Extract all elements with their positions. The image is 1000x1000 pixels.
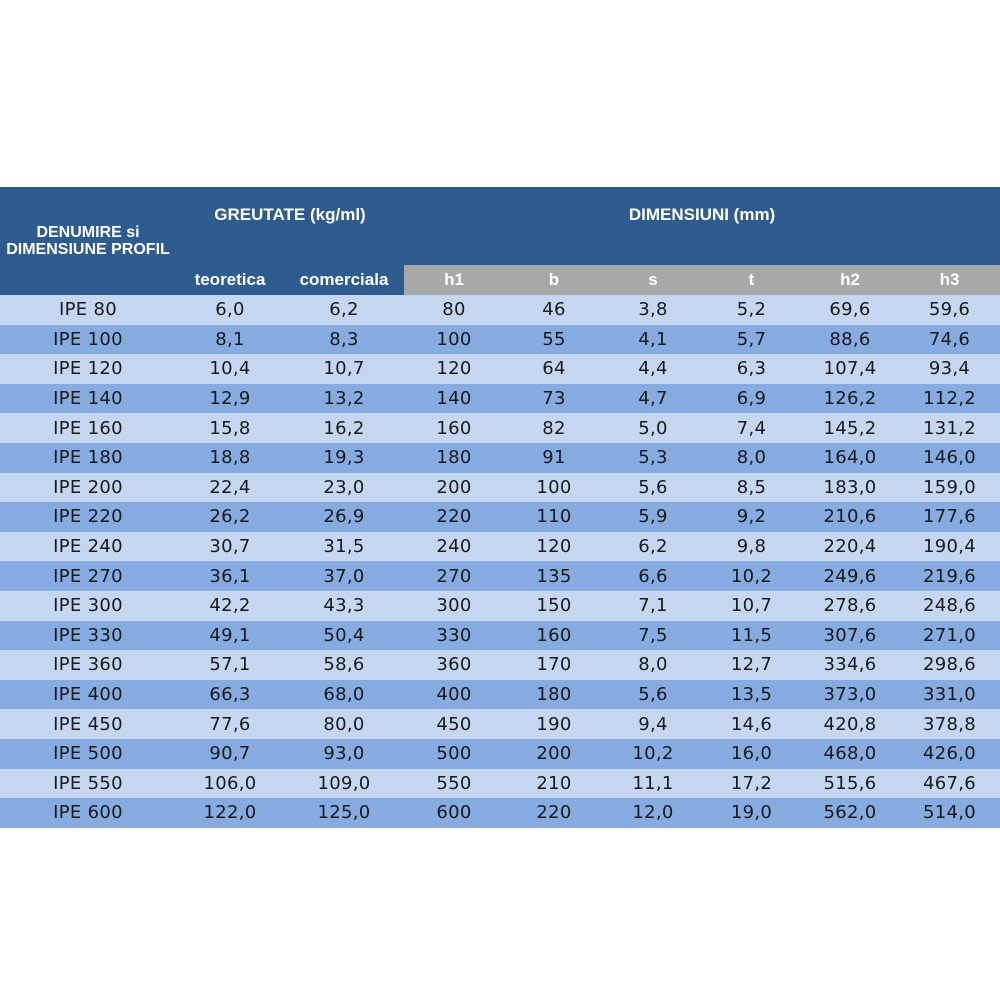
s-cell: 9,4 [604, 709, 702, 739]
theoretical-weight-cell: 10,4 [176, 354, 284, 384]
h2-cell: 88,6 [801, 325, 899, 355]
commercial-weight-cell: 31,5 [284, 532, 404, 562]
h3-cell: 146,0 [899, 443, 1000, 473]
commercial-weight-cell: 23,0 [284, 473, 404, 503]
commercial-weight-cell: 58,6 [284, 650, 404, 680]
h3-cell: 271,0 [899, 621, 1000, 651]
s-cell: 5,6 [604, 473, 702, 503]
table-row [0, 413, 1000, 443]
h3-cell: 298,6 [899, 650, 1000, 680]
commercial-weight-cell: 125,0 [284, 798, 404, 828]
theoretical-weight-cell: 77,6 [176, 709, 284, 739]
h2-cell: 249,6 [801, 561, 899, 591]
commercial-weight-cell: 80,0 [284, 709, 404, 739]
theoretical-weight-cell: 8,1 [176, 325, 284, 355]
t-cell: 10,2 [702, 561, 801, 591]
theoretical-weight-header: teoretica [176, 265, 284, 295]
t-cell: 9,2 [702, 502, 801, 532]
commercial-weight-cell: 6,2 [284, 295, 404, 325]
b-cell: 220 [504, 798, 604, 828]
h2-cell: 373,0 [801, 680, 899, 710]
commercial-weight-cell: 26,9 [284, 502, 404, 532]
h1-cell: 550 [404, 769, 504, 799]
table-row [0, 532, 1000, 562]
h3-cell: 248,6 [899, 591, 1000, 621]
s-cell: 10,2 [604, 739, 702, 769]
table-row [0, 650, 1000, 680]
t-cell: 14,6 [702, 709, 801, 739]
b-cell: 135 [504, 561, 604, 591]
s-cell: 8,0 [604, 650, 702, 680]
h3-cell: 74,6 [899, 325, 1000, 355]
t-cell: 5,2 [702, 295, 801, 325]
h1-cell: 360 [404, 650, 504, 680]
profile-name-cell: IPE 240 [0, 532, 176, 562]
table-row [0, 680, 1000, 710]
h3-header: h3 [899, 265, 1000, 295]
b-cell: 82 [504, 413, 604, 443]
commercial-weight-cell: 8,3 [284, 325, 404, 355]
commercial-weight-cell: 10,7 [284, 354, 404, 384]
h3-cell: 378,8 [899, 709, 1000, 739]
h3-cell: 93,4 [899, 354, 1000, 384]
profile-name-cell: IPE 360 [0, 650, 176, 680]
weight-group-header: GREUTATE (kg/ml) [176, 187, 404, 265]
h3-cell: 177,6 [899, 502, 1000, 532]
t-cell: 8,5 [702, 473, 801, 503]
b-cell: 170 [504, 650, 604, 680]
theoretical-weight-cell: 122,0 [176, 798, 284, 828]
b-cell: 180 [504, 680, 604, 710]
dimensions-group-header: DIMENSIUNI (mm) [404, 187, 1000, 265]
theoretical-weight-cell: 49,1 [176, 621, 284, 651]
h1-cell: 240 [404, 532, 504, 562]
h1-cell: 100 [404, 325, 504, 355]
h1-cell: 120 [404, 354, 504, 384]
theoretical-weight-cell: 106,0 [176, 769, 284, 799]
t-cell: 17,2 [702, 769, 801, 799]
h3-cell: 426,0 [899, 739, 1000, 769]
h3-cell: 131,2 [899, 413, 1000, 443]
b-cell: 200 [504, 739, 604, 769]
profile-name-cell: IPE 220 [0, 502, 176, 532]
header-row-top [0, 187, 1000, 265]
t-cell: 19,0 [702, 798, 801, 828]
table-row [0, 295, 1000, 325]
h1-cell: 160 [404, 413, 504, 443]
s-cell: 6,2 [604, 532, 702, 562]
b-cell: 190 [504, 709, 604, 739]
h2-cell: 334,6 [801, 650, 899, 680]
table-row [0, 384, 1000, 414]
table-body [0, 295, 1000, 828]
t-cell: 8,0 [702, 443, 801, 473]
commercial-weight-cell: 93,0 [284, 739, 404, 769]
h2-cell: 562,0 [801, 798, 899, 828]
b-cell: 210 [504, 769, 604, 799]
theoretical-weight-cell: 22,4 [176, 473, 284, 503]
h2-cell: 69,6 [801, 295, 899, 325]
profile-name-cell: IPE 120 [0, 354, 176, 384]
h1-cell: 600 [404, 798, 504, 828]
b-header: b [504, 265, 604, 295]
h2-cell: 126,2 [801, 384, 899, 414]
table-row [0, 591, 1000, 621]
ipe-profile-table [0, 187, 1000, 828]
h3-cell: 59,6 [899, 295, 1000, 325]
t-cell: 12,7 [702, 650, 801, 680]
commercial-weight-cell: 16,2 [284, 413, 404, 443]
profile-name-cell: IPE 270 [0, 561, 176, 591]
b-cell: 120 [504, 532, 604, 562]
h2-cell: 183,0 [801, 473, 899, 503]
s-cell: 5,9 [604, 502, 702, 532]
t-cell: 10,7 [702, 591, 801, 621]
h3-cell: 112,2 [899, 384, 1000, 414]
h1-cell: 180 [404, 443, 504, 473]
h1-cell: 270 [404, 561, 504, 591]
h1-cell: 330 [404, 621, 504, 651]
h2-cell: 210,6 [801, 502, 899, 532]
s-cell: 5,3 [604, 443, 702, 473]
commercial-weight-cell: 68,0 [284, 680, 404, 710]
ipe-profile-table-container [0, 187, 1000, 828]
h1-cell: 200 [404, 473, 504, 503]
h2-cell: 278,6 [801, 591, 899, 621]
s-cell: 5,0 [604, 413, 702, 443]
profile-name-cell: IPE 140 [0, 384, 176, 414]
t-cell: 13,5 [702, 680, 801, 710]
b-cell: 73 [504, 384, 604, 414]
commercial-weight-cell: 109,0 [284, 769, 404, 799]
b-cell: 150 [504, 591, 604, 621]
b-cell: 91 [504, 443, 604, 473]
t-cell: 9,8 [702, 532, 801, 562]
profile-name-cell: IPE 400 [0, 680, 176, 710]
h3-cell: 467,6 [899, 769, 1000, 799]
profile-name-cell: IPE 180 [0, 443, 176, 473]
profile-name-header: DENUMIRE si DIMENSIUNE PROFIL [0, 187, 176, 295]
profile-name-cell: IPE 600 [0, 798, 176, 828]
theoretical-weight-cell: 15,8 [176, 413, 284, 443]
profile-name-cell: IPE 100 [0, 325, 176, 355]
h1-cell: 140 [404, 384, 504, 414]
t-header: t [702, 265, 801, 295]
h1-cell: 80 [404, 295, 504, 325]
h3-cell: 219,6 [899, 561, 1000, 591]
t-cell: 6,3 [702, 354, 801, 384]
h1-cell: 300 [404, 591, 504, 621]
t-cell: 5,7 [702, 325, 801, 355]
theoretical-weight-cell: 6,0 [176, 295, 284, 325]
s-header: s [604, 265, 702, 295]
s-cell: 5,6 [604, 680, 702, 710]
table-row [0, 621, 1000, 651]
table-row [0, 325, 1000, 355]
table-row [0, 798, 1000, 828]
s-cell: 4,7 [604, 384, 702, 414]
commercial-weight-header: comerciala [284, 265, 404, 295]
table-row [0, 473, 1000, 503]
s-cell: 12,0 [604, 798, 702, 828]
h2-cell: 420,8 [801, 709, 899, 739]
h2-header: h2 [801, 265, 899, 295]
t-cell: 6,9 [702, 384, 801, 414]
theoretical-weight-cell: 90,7 [176, 739, 284, 769]
profile-name-cell: IPE 80 [0, 295, 176, 325]
commercial-weight-cell: 19,3 [284, 443, 404, 473]
theoretical-weight-cell: 57,1 [176, 650, 284, 680]
theoretical-weight-cell: 42,2 [176, 591, 284, 621]
s-cell: 6,6 [604, 561, 702, 591]
theoretical-weight-cell: 12,9 [176, 384, 284, 414]
profile-name-cell: IPE 450 [0, 709, 176, 739]
s-cell: 11,1 [604, 769, 702, 799]
b-cell: 100 [504, 473, 604, 503]
b-cell: 110 [504, 502, 604, 532]
t-cell: 16,0 [702, 739, 801, 769]
b-cell: 55 [504, 325, 604, 355]
profile-name-cell: IPE 330 [0, 621, 176, 651]
s-cell: 4,1 [604, 325, 702, 355]
t-cell: 7,4 [702, 413, 801, 443]
profile-name-cell: IPE 200 [0, 473, 176, 503]
table-row [0, 561, 1000, 591]
h2-cell: 515,6 [801, 769, 899, 799]
commercial-weight-cell: 50,4 [284, 621, 404, 651]
h1-header: h1 [404, 265, 504, 295]
h3-cell: 159,0 [899, 473, 1000, 503]
b-cell: 64 [504, 354, 604, 384]
profile-name-cell: IPE 160 [0, 413, 176, 443]
t-cell: 11,5 [702, 621, 801, 651]
theoretical-weight-cell: 18,8 [176, 443, 284, 473]
profile-name-cell: IPE 300 [0, 591, 176, 621]
b-cell: 160 [504, 621, 604, 651]
commercial-weight-cell: 37,0 [284, 561, 404, 591]
table-row [0, 354, 1000, 384]
h2-cell: 164,0 [801, 443, 899, 473]
h3-cell: 514,0 [899, 798, 1000, 828]
h2-cell: 107,4 [801, 354, 899, 384]
table-row [0, 739, 1000, 769]
theoretical-weight-cell: 30,7 [176, 532, 284, 562]
h2-cell: 220,4 [801, 532, 899, 562]
profile-name-cell: IPE 550 [0, 769, 176, 799]
s-cell: 4,4 [604, 354, 702, 384]
h1-cell: 500 [404, 739, 504, 769]
h2-cell: 307,6 [801, 621, 899, 651]
theoretical-weight-cell: 66,3 [176, 680, 284, 710]
s-cell: 7,5 [604, 621, 702, 651]
h3-cell: 190,4 [899, 532, 1000, 562]
h1-cell: 400 [404, 680, 504, 710]
h2-cell: 468,0 [801, 739, 899, 769]
table-row [0, 709, 1000, 739]
h3-cell: 331,0 [899, 680, 1000, 710]
b-cell: 46 [504, 295, 604, 325]
h2-cell: 145,2 [801, 413, 899, 443]
table-row [0, 769, 1000, 799]
commercial-weight-cell: 13,2 [284, 384, 404, 414]
s-cell: 3,8 [604, 295, 702, 325]
s-cell: 7,1 [604, 591, 702, 621]
h1-cell: 220 [404, 502, 504, 532]
profile-name-cell: IPE 500 [0, 739, 176, 769]
theoretical-weight-cell: 36,1 [176, 561, 284, 591]
table-row [0, 502, 1000, 532]
table-row [0, 443, 1000, 473]
commercial-weight-cell: 43,3 [284, 591, 404, 621]
theoretical-weight-cell: 26,2 [176, 502, 284, 532]
h1-cell: 450 [404, 709, 504, 739]
